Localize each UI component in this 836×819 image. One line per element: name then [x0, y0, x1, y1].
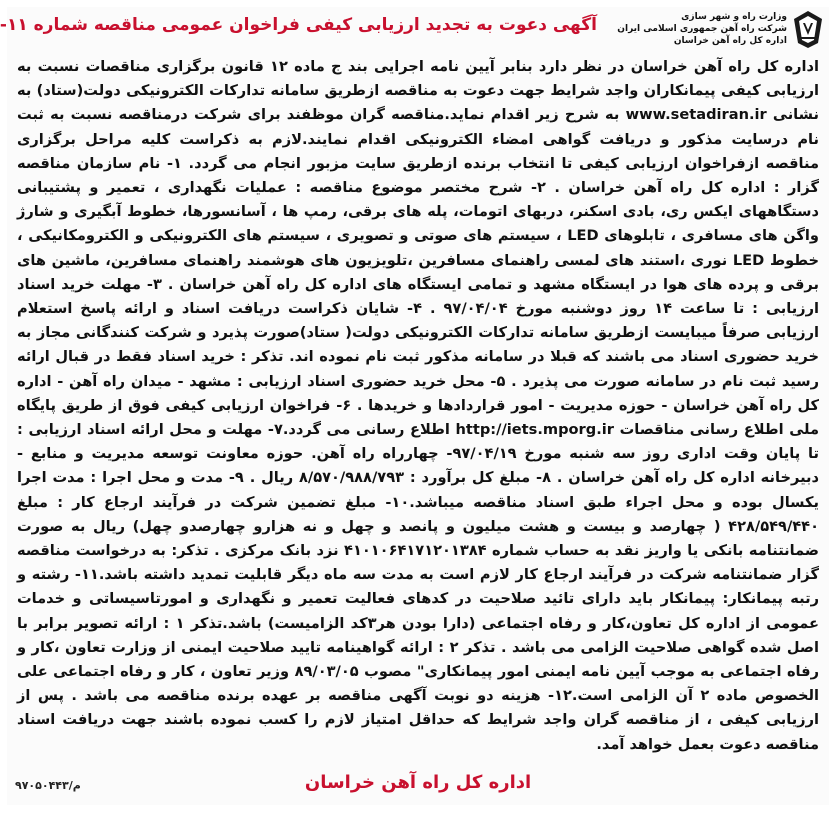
notice-header — [0, 7, 829, 53]
ministry-name: وزارت راه و شهر سازی — [681, 12, 787, 22]
railway-emblem-icon — [791, 9, 825, 49]
issuer-signature: اداره کل راه آهن خراسان — [304, 772, 532, 793]
notice-footer — [7, 769, 829, 799]
department-name: اداره کل راه آهن خراسان — [673, 36, 787, 46]
company-name: شرکت راه آهن جمهوری اسلامی ایران — [617, 24, 787, 34]
notice-body: اداره کل راه آهن خراسان در نظر دارد بنابر آیین نامه اجرایی بند ج ماده ۱۲ قانون برگزاری مناقصات نسبت به ارزیابی کیفی پیمانکاران واجد شرایط جهت دعوت به مناقصه ازطریق سامانه تدارکات الکترونیکی دولت(ستاد) به نشانی www.setadiran.ir به شرح زیر اقدام نماید.مناقصه گران موظفند برای شرکت درمناقصه نسبت به ثبت نام درسایت مذکور و دریافت گواهی امضاء الکترونیکی اقدام نمایند.لازم به ذکراست کلیه مراحل برگزاری مناقصه ازفراخوان ارزیابی کیفی تا انتخاب برنده ازطریق سایت مزبور انجام می گردد. ۱- نام سازمان مناقصه گزار : اداره کل راه آهن خراسان . ۲- شرح مختصر موضوع مناقصه : عملیات نگهداری ، تعمیر و پشتیبانی دستگاههای ایکس ری، بادی اسکنر، دربهای اتومات، پله های برقی، رمپ ها ، آسانسورها، خطوط آبگیری و شارژ واگن های مسافری ، تابلوهای LED ، سیستم های صوتی و تصویری ، سیستم های الکترونیکی و الکترومکانیکی ، خطوط LED نوری ،استند های لمسی راهنمای مسافرین ،تلویزیون های هوشمند راهنمای مسافرین، ماشین های برقی و پرده های هوا در ایستگاه مشهد و تمامی ایستگاه های اداره کل راه آهن خراسان . ۳- مهلت خرید اسناد ارزیابی : تا ساعت ۱۴ روز دوشنبه مورخ ۹۷/۰۴/۰۴ . ۴- شایان ذکراست دریافت اسناد و ارائه پاسخ استعلام ارزیابی صرفاً میبایست ازطریق سامانه تدارکات الکترونیکی دولت( ستاد)صورت پذیرد و شرکت کنندگانی مجاز به خرید حضوری اسناد می باشند که قبلا در سامانه مذکور ثبت نام نموده اند. تذکر : خرید اسناد فقط در قبال ارائه رسید ثبت نام در سامانه صورت می پذیرد . ۵- محل خرید حضوری اسناد ارزیابی : مشهد - میدان راه آهن - اداره کل راه آهن خراسان - حوزه مدیریت - امور قراردادها و خریدها . ۶- فراخوان ارزیابی کیفی فوق از طریق پایگاه ملی اطلاع رسانی مناقصات http://iets.mporg.ir اطلاع رسانی می گردد.۷- مهلت و محل ارائه اسناد ارزیابی : تا پایان وقت اداری روز سه شنبه مورخ ۹۷/۰۴/۱۹- چهارراه راه آهن. حوزه معاونت توسعه مدیریت و منابع - دبیرخانه اداره کل راه آهن خراسان . ۸- مبلغ کل برآورد : ۸/۵۷۰/۹۸۸/۷۹۳ ریال . ۹- مدت و محل اجرا : مدت اجرا یکسال بوده و محل اجراء طبق اسناد مناقصه میباشد.۱۰- مبلغ تضمین شرکت در فرآیند ارجاع کار : مبلغ ۴۲۸/۵۴۹/۴۴۰ ( چهارصد و بیست و هشت میلیون و پانصد و چهل و نه هزارو چهارصدو چهل) ریال به صورت ضمانتنامه بانکی یا واریز نقد به حساب شماره ۴۱۰۱۰۶۴۱۷۱۲۰۱۳۸۴ نزد بانک مرکزی . تذکر: به درخواست مناقصه گزار ضمانتنامه شرکت در فرآیند ارجاع کار لازم است به مدت سه ماه دیگر قابلیت تمدید داشته باشد.۱۱- رشته و رتبه پیمانکار: پیمانکار باید دارای تائید صلاحیت در کدهای فعالیت تعمیر و نگهداری و امورتاسیساتی و خدمات عمومی از اداره کل تعاون،کار و رفاه اجتماعی (دارا بودن هر۳کد الزامیست) باشد.تذکر ۱ : ارائه تصویر برابر با اصل شده گواهی صلاحیت الزامی می باشد . تذکر ۲ : ارائه گواهینامه تایید صلاحیت ایمنی از وزارت تعاون ،کار و رفاه اجتماعی به موجب آیین نامه ایمنی امور پیمانکاری" مصوب ۸۹/۰۳/۰۵ وزیر تعاون ، کار و رفاه اجتماعی علی الخصوص ماده ۲ آن الزامی است.۱۲- هزینه دو نوبت آگهی مناقصه بر عهده برنده مناقصه می باشد . پس از ارزیابی کیفی ، از مناقصه گران واجد شرایط که حداقل امتیاز لازم را کسب نموده باشند جهت دریافت اسناد مناقصه دعوت بعمل خواهد آمد. — [17, 58, 820, 753]
tender-notice-page — [0, 7, 829, 805]
notice-reference-code: م/۹۷۰۵۰۴۴۳ — [15, 779, 81, 792]
organization-logo — [607, 9, 825, 53]
notice-title: آگهی دعوت به تجدید ارزیابی کیفی فراخوان عمومی مناقصه شماره ۱۱- — [0, 15, 597, 35]
organization-name-lines — [607, 11, 787, 47]
